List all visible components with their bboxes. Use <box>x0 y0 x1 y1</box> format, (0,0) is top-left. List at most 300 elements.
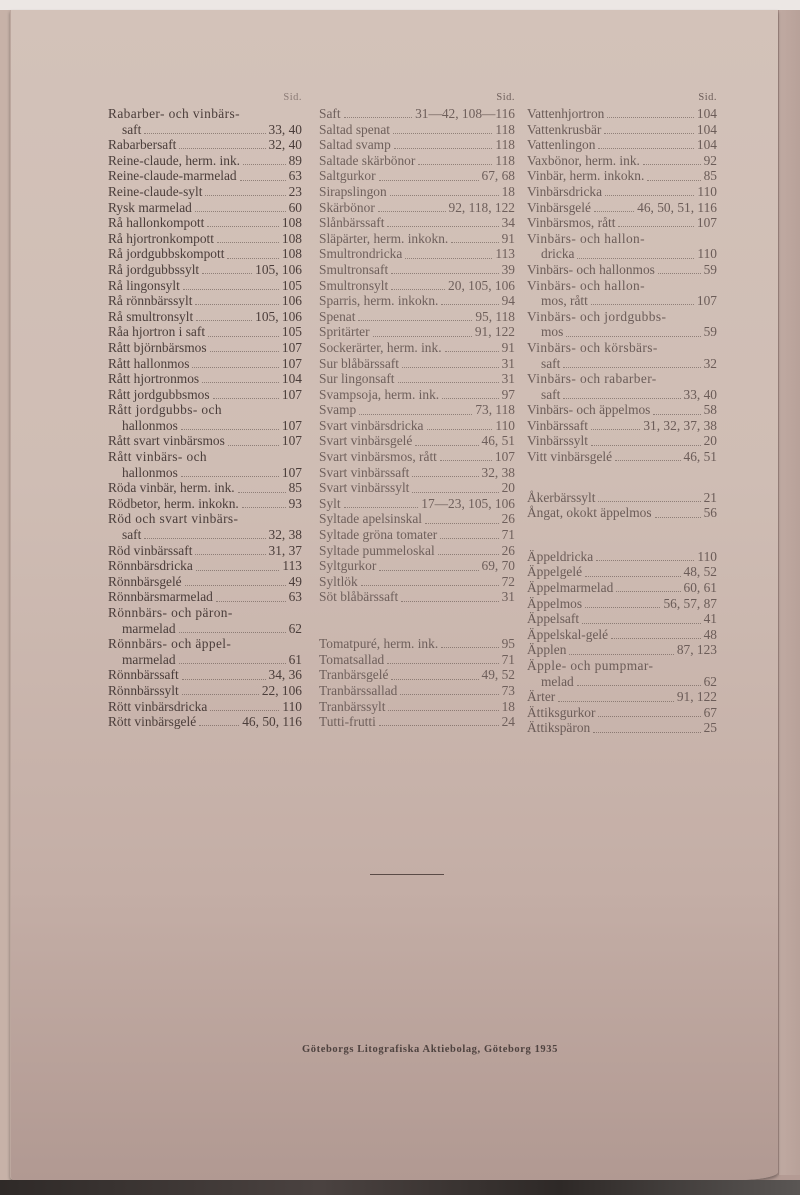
entry-pages: 49 <box>288 573 302 589</box>
index-entry <box>527 433 717 449</box>
leader-dots <box>442 398 498 399</box>
leader-dots <box>591 445 701 446</box>
leader-dots <box>227 258 278 259</box>
leader-dots <box>643 164 701 165</box>
index-entry-continuation <box>527 356 717 372</box>
entry-term: Vinbärs- och äppelmos <box>527 402 651 418</box>
entry-pages: 97 <box>501 386 515 402</box>
entry-pages: 107 <box>281 339 302 355</box>
index-entry <box>319 278 515 294</box>
leader-dots <box>179 632 286 633</box>
index-entry <box>319 184 515 200</box>
index-entry <box>319 231 515 247</box>
entry-pages: 87, 123 <box>676 642 717 658</box>
leader-dots <box>202 382 279 383</box>
index-entry-continuation <box>108 527 302 543</box>
leader-dots <box>361 585 499 586</box>
index-entry <box>527 611 717 627</box>
leader-dots <box>591 429 640 430</box>
entry-term: Vinbärssylt <box>527 433 588 449</box>
leader-dots <box>199 725 239 726</box>
entry-term: Äpple- och pumpmar- <box>527 658 654 674</box>
index-entry <box>527 642 717 658</box>
entry-pages: 34 <box>501 215 515 231</box>
entry-pages: 33, 40 <box>268 121 302 137</box>
entry-term-continuation: saft <box>122 527 142 543</box>
index-entry <box>319 106 515 122</box>
index-entry-continuation <box>108 465 302 481</box>
entry-term: Vattenlingon <box>527 137 596 153</box>
index-entry <box>319 200 515 216</box>
index-entry <box>527 215 717 231</box>
index-entry <box>527 596 717 612</box>
leader-dots <box>441 304 498 305</box>
entry-term: Vinbärsdricka <box>527 183 603 199</box>
leader-dots <box>605 195 694 196</box>
entry-pages: 95 <box>501 636 515 652</box>
leader-dots <box>242 507 286 508</box>
leader-dots <box>445 351 499 352</box>
index-entry-continuation <box>108 122 302 138</box>
index-entry <box>319 496 515 512</box>
entry-pages: 104 <box>696 137 717 153</box>
leader-dots <box>591 304 694 305</box>
entry-pages: 95, 118 <box>475 308 515 324</box>
entry-term: Svamp <box>319 402 357 418</box>
index-entry <box>527 309 717 325</box>
entry-pages: 59 <box>703 261 717 277</box>
index-entry <box>319 324 515 340</box>
entry-term: Rönnbärsmarmelad <box>108 589 213 605</box>
index-entry <box>527 371 717 387</box>
entry-term: Saltad spenat <box>319 121 391 137</box>
entry-pages: 92 <box>703 152 717 168</box>
leader-dots <box>391 679 478 680</box>
leader-dots <box>563 398 680 399</box>
entry-pages: 20 <box>501 480 515 496</box>
entry-pages: 118 <box>495 121 515 137</box>
leader-dots <box>344 117 412 118</box>
right-page-edge <box>778 10 800 1175</box>
entry-pages: 67, 68 <box>481 168 515 184</box>
leader-dots <box>217 242 279 243</box>
index-entry <box>108 480 302 496</box>
entry-term: Rönnbärs- och äppel- <box>108 636 232 652</box>
entry-term-continuation: hallonmos <box>122 417 178 433</box>
entry-pages: 18 <box>501 698 515 714</box>
leader-dots <box>563 367 700 368</box>
entry-list <box>527 106 717 736</box>
index-entry <box>319 543 515 559</box>
entry-pages: 31 <box>501 355 515 371</box>
entry-pages: 21 <box>703 489 717 505</box>
index-entry <box>108 558 302 574</box>
entry-term: Vinbärs- och hallon- <box>527 230 646 246</box>
entry-pages: 62 <box>703 673 717 689</box>
leader-dots <box>615 460 680 461</box>
index-entry <box>527 340 717 356</box>
index-entry <box>527 278 717 294</box>
entry-pages: 72 <box>501 573 515 589</box>
entry-pages: 107 <box>281 386 302 402</box>
entry-pages: 32, 40 <box>268 137 302 153</box>
leader-dots <box>208 336 279 337</box>
index-entry <box>319 527 515 543</box>
index-entry <box>108 699 302 715</box>
leader-dots <box>577 685 701 686</box>
column-header-sid: Sid. <box>698 92 717 103</box>
entry-term: Rabarbersaft <box>108 137 177 153</box>
leader-dots <box>195 554 265 555</box>
index-entry <box>108 511 302 527</box>
index-entry-continuation <box>527 674 717 690</box>
entry-pages: 60 <box>288 199 302 215</box>
index-entry <box>527 720 717 736</box>
leader-dots <box>394 148 493 149</box>
entry-pages: 32 <box>703 355 717 371</box>
entry-term: Åkerbärssylt <box>527 489 596 505</box>
entry-term-continuation: saft <box>541 386 561 402</box>
entry-pages: 26 <box>501 511 515 527</box>
entry-pages: 91, 122 <box>474 324 515 340</box>
entry-term: Vattenhjortron <box>527 106 605 121</box>
index-entry <box>527 262 717 278</box>
entry-term: Ättikspäron <box>527 720 591 736</box>
index-entry <box>319 667 515 683</box>
entry-pages: 31—42, 108—116 <box>415 106 515 121</box>
entry-term: Syltlök <box>319 573 358 589</box>
index-entry <box>527 231 717 247</box>
index-entry <box>108 683 302 699</box>
index-entry <box>319 309 515 325</box>
entry-pages: 60, 61 <box>683 580 717 596</box>
index-entry <box>108 106 302 122</box>
entry-pages: 23 <box>288 183 302 199</box>
entry-term-continuation: saft <box>122 121 142 137</box>
index-column-2 <box>319 92 515 730</box>
entry-pages: 67 <box>703 704 717 720</box>
entry-term-continuation: marmelad <box>122 651 176 667</box>
leader-dots <box>418 164 492 165</box>
end-rule-divider <box>370 874 444 875</box>
leader-dots <box>401 601 498 602</box>
leader-dots <box>183 289 279 290</box>
index-entry <box>319 340 515 356</box>
entry-term-continuation: melad <box>541 673 574 689</box>
leader-dots <box>441 647 498 648</box>
entry-term: Reine-claude, herm. ink. <box>108 152 240 168</box>
leader-dots <box>598 148 693 149</box>
index-entry <box>527 580 717 596</box>
entry-pages: 48, 52 <box>683 564 717 580</box>
entry-term: Rönnbärsdricka <box>108 558 193 574</box>
entry-term: Syltgurkor <box>319 558 377 574</box>
index-entry <box>319 153 515 169</box>
index-entry <box>527 200 717 216</box>
leader-dots <box>658 273 701 274</box>
entry-pages: 26 <box>501 542 515 558</box>
entry-term: Svampsoja, herm. ink. <box>319 386 440 402</box>
leader-dots <box>593 732 700 733</box>
column-header-sid: Sid. <box>283 92 302 103</box>
entry-pages: 69, 70 <box>481 558 515 574</box>
leader-dots <box>451 242 498 243</box>
entry-term: Vinbärsgelé <box>527 199 591 215</box>
entry-pages: 20, 105, 106 <box>448 277 515 293</box>
entry-pages: 85 <box>703 168 717 184</box>
leader-dots <box>566 336 700 337</box>
entry-pages: 113 <box>495 246 515 262</box>
entry-term: Ångat, okokt äppelmos <box>527 505 652 521</box>
entry-pages: 108 <box>281 215 302 231</box>
index-entry <box>527 418 717 434</box>
entry-pages: 46, 51 <box>683 449 717 465</box>
leader-dots <box>179 148 265 149</box>
entry-pages: 62 <box>288 620 302 636</box>
leader-dots <box>240 180 286 181</box>
entry-pages: 61 <box>288 651 302 667</box>
index-entry <box>108 496 302 512</box>
entry-term-continuation: saft <box>541 355 561 371</box>
entry-term: Äppelmarmelad <box>527 580 614 596</box>
entry-pages: 94 <box>501 293 515 309</box>
entry-pages: 105, 106 <box>255 261 302 277</box>
entry-term: Smultronsylt <box>319 277 389 293</box>
index-entry <box>527 627 717 643</box>
index-entry-continuation <box>527 293 717 309</box>
entry-term: Spenat <box>319 308 356 324</box>
index-entry <box>108 215 302 231</box>
index-entry <box>319 215 515 231</box>
index-entry <box>527 153 717 169</box>
entry-term: Rått hjortronmos <box>108 371 200 387</box>
index-entry <box>108 714 302 730</box>
entry-term: Ärter <box>527 689 556 705</box>
leader-dots <box>585 607 660 608</box>
index-entry <box>319 387 515 403</box>
entry-term: Rönnbärsgelé <box>108 573 182 589</box>
entry-term: Vinbärs- och körsbärs- <box>527 339 658 355</box>
entry-term: Saft <box>319 106 341 121</box>
entry-term-continuation: dricka <box>541 246 575 262</box>
index-entry <box>319 652 515 668</box>
entry-pages: 22, 106 <box>261 682 302 698</box>
entry-term: Svart vinbärssaft <box>319 464 410 480</box>
entry-term: Vinbärsmos, rått <box>527 215 616 231</box>
index-entry <box>108 340 302 356</box>
leader-dots <box>391 289 445 290</box>
index-entry-continuation <box>108 621 302 637</box>
entry-term: Rått jordgubbs- och <box>108 402 222 418</box>
leader-dots <box>438 554 499 555</box>
leader-dots <box>228 445 279 446</box>
entry-term: Söt blåbärssaft <box>319 589 399 605</box>
entry-term: Sur blåbärssaft <box>319 355 399 371</box>
index-entry <box>319 589 515 605</box>
index-entry <box>108 262 302 278</box>
leader-dots <box>379 570 478 571</box>
index-entry-continuation <box>108 652 302 668</box>
leader-dots <box>182 679 266 680</box>
entry-pages: 107 <box>281 433 302 449</box>
index-entry <box>108 636 302 652</box>
entry-term-continuation: mos, rått <box>541 293 588 309</box>
index-entry <box>527 184 717 200</box>
entry-term: Ättiksgurkor <box>527 704 596 720</box>
entry-pages: 85 <box>288 480 302 496</box>
entry-term: Tomatsallad <box>319 651 385 667</box>
leader-dots <box>243 164 286 165</box>
leader-dots <box>195 211 286 212</box>
entry-term: Rått svart vinbärsmos <box>108 433 225 449</box>
entry-pages: 32, 38 <box>481 464 515 480</box>
index-entry <box>108 184 302 200</box>
leader-dots <box>585 576 680 577</box>
leader-dots <box>144 133 265 134</box>
leader-dots <box>427 429 493 430</box>
entry-term-continuation: hallonmos <box>122 464 178 480</box>
leader-dots <box>216 601 286 602</box>
index-entry-continuation <box>527 324 717 340</box>
entry-pages: 63 <box>288 168 302 184</box>
index-entry <box>108 137 302 153</box>
leader-dots <box>388 710 498 711</box>
index-entry <box>527 168 717 184</box>
leader-dots <box>653 414 700 415</box>
entry-pages: 107 <box>494 449 515 465</box>
entry-pages: 31 <box>501 371 515 387</box>
index-entry <box>319 418 515 434</box>
leader-dots <box>412 476 478 477</box>
entry-pages: 91, 122 <box>676 689 717 705</box>
entry-pages: 118 <box>495 137 515 153</box>
index-entry <box>527 564 717 580</box>
index-entry <box>108 278 302 294</box>
entry-pages: 25 <box>703 720 717 736</box>
index-entry <box>108 402 302 418</box>
entry-term: Svart vinbärsmos, rått <box>319 449 437 465</box>
index-entry <box>319 246 515 262</box>
entry-pages: 17—23, 105, 106 <box>421 495 515 511</box>
entry-term: Vattenkrusbär <box>527 121 602 137</box>
index-entry <box>527 658 717 674</box>
entry-term: Röda vinbär, herm. ink. <box>108 480 235 496</box>
leader-dots <box>195 304 278 305</box>
leader-dots <box>415 445 478 446</box>
entry-pages: 24 <box>501 714 515 730</box>
entry-term: Äppelgelé <box>527 564 583 580</box>
entry-pages: 108 <box>281 246 302 262</box>
entry-pages: 41 <box>703 611 717 627</box>
entry-term: Smultrondricka <box>319 246 403 262</box>
index-entry <box>319 714 515 730</box>
entry-term: Syltade apelsinskal <box>319 511 423 527</box>
printer-imprint: Göteborgs Litografiska Aktiebolag, Göteborg 1935 <box>301 1044 558 1055</box>
index-entry <box>319 168 515 184</box>
index-entry <box>108 605 302 621</box>
entry-term: Rå hjortronkompott <box>108 230 215 246</box>
leader-dots <box>598 716 700 717</box>
entry-pages: 105, 106 <box>255 308 302 324</box>
entry-term: Sockerärter, herm. ink. <box>319 339 442 355</box>
entry-term: Rå rönnbärssylt <box>108 293 193 309</box>
entry-term: Sylt <box>319 495 341 511</box>
entry-pages: 73, 118 <box>475 402 515 418</box>
leader-dots <box>210 710 279 711</box>
entry-term: Äppelmos <box>527 595 583 611</box>
entry-pages: 59 <box>703 324 717 340</box>
index-column-3 <box>527 92 717 736</box>
leader-dots <box>379 725 499 726</box>
index-entry <box>319 137 515 153</box>
leader-dots <box>205 195 285 196</box>
index-column-1 <box>108 92 302 730</box>
entry-term: Sirapslingon <box>319 183 387 199</box>
index-entry <box>527 106 717 122</box>
entry-term: Saltad svamp <box>319 137 391 153</box>
leader-dots <box>181 429 279 430</box>
index-entry <box>319 465 515 481</box>
index-entry <box>527 402 717 418</box>
leader-dots <box>655 517 701 518</box>
entry-term: Rå lingonsylt <box>108 277 180 293</box>
entry-pages: 91 <box>501 230 515 246</box>
leader-dots <box>210 351 279 352</box>
leader-dots <box>594 211 634 212</box>
index-entry <box>108 246 302 262</box>
entry-term: Rödbetor, herm. inkokn. <box>108 495 239 511</box>
entry-term: Reine-claude-sylt <box>108 183 203 199</box>
leader-dots <box>440 538 498 539</box>
entry-term: Reine-claude-marmelad <box>108 168 237 184</box>
entry-pages: 105 <box>281 277 302 293</box>
entry-term-continuation: marmelad <box>122 620 176 636</box>
entry-term: Släpärter, herm. inkokn. <box>319 230 449 246</box>
entry-term: Smultronsaft <box>319 261 389 277</box>
entry-pages: 71 <box>501 651 515 667</box>
entry-pages: 20 <box>703 433 717 449</box>
section-gap <box>527 465 717 490</box>
entry-term: Tranbärsgelé <box>319 667 389 683</box>
index-entry <box>527 549 717 565</box>
entry-term-continuation: mos <box>541 324 564 340</box>
entry-pages: 73 <box>501 682 515 698</box>
entry-pages: 31 <box>501 589 515 605</box>
leader-dots <box>192 367 278 368</box>
leader-dots <box>358 320 472 321</box>
index-entry <box>319 356 515 372</box>
index-entry <box>527 122 717 138</box>
entry-term: Spritärter <box>319 324 370 340</box>
entry-term: Vinbärs- och hallon- <box>527 277 646 293</box>
entry-term: Rå hallonkompott <box>108 215 205 231</box>
index-entry <box>527 449 717 465</box>
index-entry <box>108 231 302 247</box>
index-entry <box>108 589 302 605</box>
leader-dots <box>207 226 279 227</box>
entry-term: Rysk marmelad <box>108 199 192 215</box>
leader-dots <box>344 507 419 508</box>
entry-term: Rått jordgubbsmos <box>108 386 210 402</box>
leader-dots <box>179 663 286 664</box>
leader-dots <box>181 476 279 477</box>
entry-pages: 118 <box>495 152 515 168</box>
entry-pages: 110 <box>697 246 717 262</box>
leader-dots <box>596 560 694 561</box>
entry-term: Rött vinbärsdricka <box>108 698 208 714</box>
entry-term: Vinbär, herm. inkokn. <box>527 168 645 184</box>
entry-term: Vinbärs- och hallonmos <box>527 261 655 277</box>
